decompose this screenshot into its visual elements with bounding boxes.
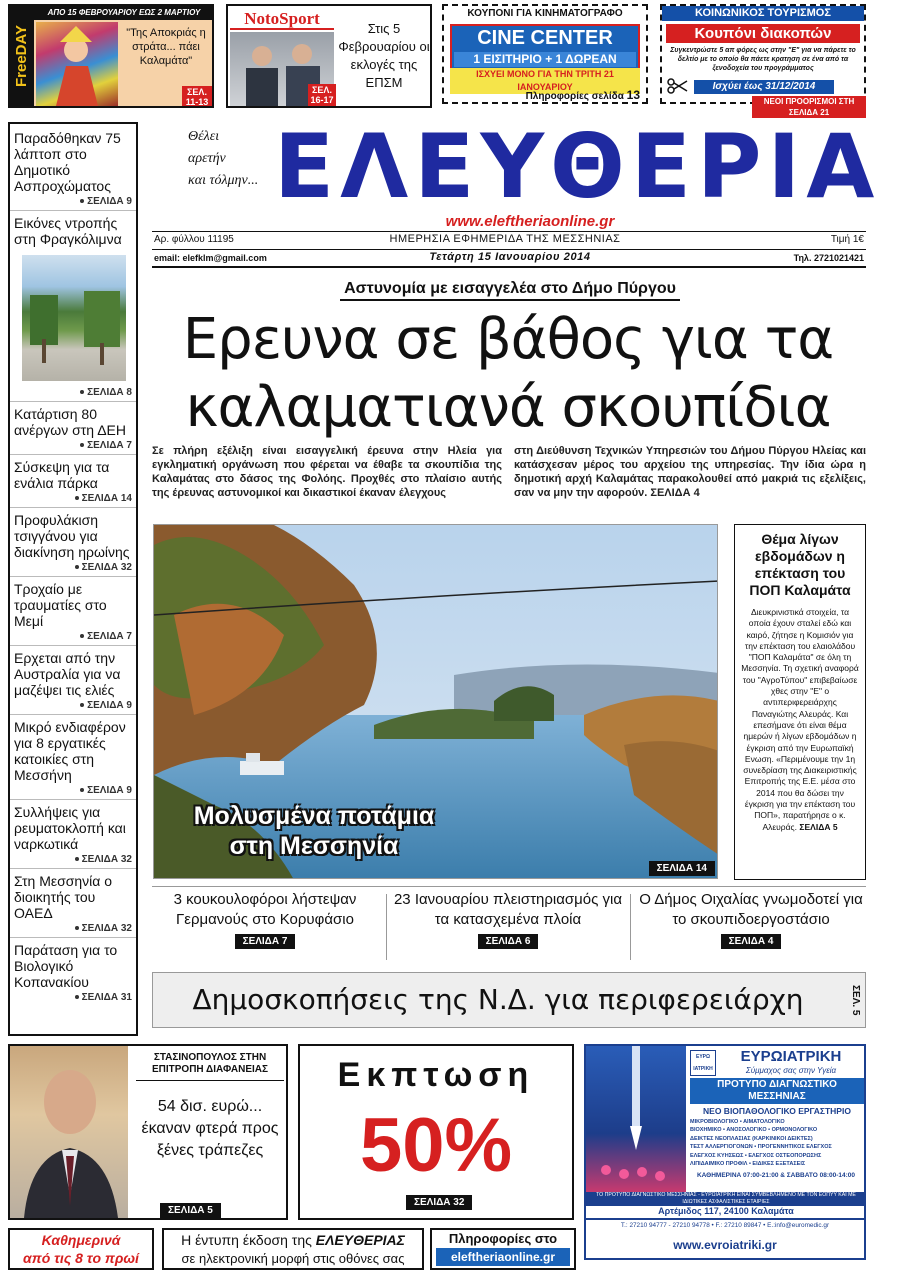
sidebar-item-text: Παραδόθηκαν 75 λάπτοπ στο Δημοτικό Ασπροχώματος (14, 130, 121, 194)
sidebar-item-page (14, 629, 136, 645)
lab-photo (586, 1046, 686, 1192)
masthead-date: Τετάρτη 15 Ιανουαρίου 2014 (429, 251, 591, 263)
photo-page-label: ΣΕΛΙΔΑ 14 (649, 861, 715, 876)
sidebar-item-page (14, 921, 136, 937)
sidebar (8, 122, 138, 1036)
promo-freeday[interactable] (8, 4, 214, 108)
sidebar-item-workers-housing[interactable] (10, 715, 136, 800)
sidebar-item-text: Εικόνες ντροπής στη Φραγκόλιμνα (14, 215, 122, 247)
story-oichalia-page: ΣΕΛΙΔΑ 4 (721, 934, 782, 949)
sidebar-item-memi-accident[interactable] (10, 577, 136, 646)
photo-caption (174, 801, 454, 861)
photo-caption-line-1: Μολυσμένα ποτάμια (193, 802, 435, 830)
sidebar-item-page (14, 560, 136, 576)
services-row: ΒΙΟΧΗΜΙΚΟ • ΑΝΟΣΟΛΟΓΙΚΟ • ΟΡΜΟΝΟΛΟΓΙΚΟ (690, 1127, 818, 1134)
sidebar-item-fragkolimna[interactable] (10, 211, 136, 402)
euroiatriki-center-line-2: ΜΕΣΣΗΝΙΑΣ (748, 1091, 806, 1102)
sidebar-item-page-label: ΣΕΛΙΔΑ 31 (81, 992, 132, 1003)
cinema-info-label: Πληροφορίες σελίδα (525, 91, 624, 102)
sidebar-item-page-label: ΣΕΛΙΔΑ 7 (87, 631, 132, 642)
lead-body-right-text: στη Διεύθυνση Τεχνικών Υπηρεσιών του Δήμου Πύργου Ηλείας και κατάσχεσαν μέρος του αρχείου της υπηρεσίας. Την ίδια ώρα η δημοτική αρχή Καλαμάτας παρακολουθεί από μακριά τις εξελίξεις, σαν να μην την αφορούν. (514, 445, 866, 499)
masthead-subtitle: ΗΜΕΡΗΣΙΑ ΕΦΗΜΕΡΙΔΑ ΤΗΣ ΜΕΣΣΗΝΙΑΣ (389, 233, 621, 245)
sidebar-item-dei-training[interactable] (10, 402, 136, 455)
sidebar-item-page (14, 990, 136, 1006)
service-item: ΑΝΟΣΟΛΟΓΙΚΟ (726, 1127, 767, 1134)
sidebar-item-text: Ερχεται από την Αυστραλία για να μαζέψει τις ελιές (14, 650, 121, 698)
carnival-figure-icon (36, 22, 118, 106)
sidebar-item-page (14, 438, 136, 454)
lead-kicker (320, 280, 700, 298)
masthead-rule-bottom (152, 266, 866, 268)
carnival-photo (36, 22, 118, 106)
cinema-info-page: 13 (626, 88, 640, 102)
sidebar-item-text: Στη Μεσσηνία ο διοικητής του ΟΑΕΔ (14, 873, 113, 921)
river-photo[interactable] (153, 524, 718, 879)
footer-print-text: Η έντυπη έκδοση της (181, 1232, 312, 1248)
discount-page-tag (406, 1192, 472, 1210)
masthead-title: ΕΛΕΥΘΕΡΙΑ (274, 115, 881, 218)
bullet-icon (80, 703, 84, 707)
euroiatriki-ad[interactable] (584, 1044, 866, 1220)
sidebar-item-page-label: ΣΕΛΙΔΑ 14 (81, 493, 132, 504)
pop-story-page: ΣΕΛΙΔΑ 5 (799, 821, 838, 832)
services-row: ΤΕΣΤ ΑΛΛΕΡΓΙΟΓΟΝΩΝ • ΠΡΟΓΕΝΝΗΤΙΚΟΣ ΕΛΕΓΧΟΣ (690, 1144, 832, 1151)
portrait-icon (10, 1046, 128, 1218)
sidebar-item-text: Παράταση για το Βιολογικό Κοπανακίου (14, 942, 118, 990)
service-item: ΟΡΜΟΝΟΛΟΓΙΚΟ (771, 1127, 818, 1134)
service-item: ΠΡΟΓΕΝΝΗΤΙΚΟΣ ΕΛΕΓΧΟΣ (757, 1144, 832, 1151)
service-item: ΕΛΕΓΧΟΣ ΚΥΗΣΕΩΣ (690, 1152, 744, 1159)
poll-page: ΣΕΛ. 5 (850, 984, 861, 1016)
services-row: ΛΙΠΙΔΑΙΜΙΚΟ ΠΡΟΦΙΛ • ΕΙΔΙΚΕΣ ΕΞΕΤΑΣΕΙΣ (690, 1161, 806, 1168)
sidebar-item-laptops[interactable] (10, 124, 136, 211)
bullet-icon (80, 199, 84, 203)
bullet-icon (80, 390, 84, 394)
sidebar-item-text: Μικρό ενδιαφέρον για 8 εργατικές κατοικίες στη Μεσσήνη (14, 719, 126, 783)
service-item: ΑΙΜΑΤΟΛΟΓΙΚΟ (743, 1119, 785, 1125)
pop-story-headline: Θέμα λίγων εβδομάδων η επέκταση του ΠΟΠ Καλαμάτα (749, 531, 851, 598)
services-row (690, 1135, 866, 1143)
tourism-header: ΚΟΙΝΩΝΙΚΟΣ ΤΟΥΡΙΣΜΟΣ (662, 6, 864, 21)
euroiatriki-contract: ΤΟ ΠΡΟΤΥΠΟ ΔΙΑΓΝΩΣΤΙΚΟ ΜΕΣΣΗΝΙΑΣ - ΕΥΡΩΙΑΤΡΙΚΗ ΕΙΝΑΙ ΣΥΜΒΕΒΛΗΜΕΝΟ ΜΕ ΤΟΝ ΕΟΠΥΥ ΚΑΙ ΜΕ ΙΔΙΩΤΙΚΕΣ ΑΣΦΑΛΙΣΤΙΚΕΣ ΕΤΑΙΡΙΕΣ (586, 1192, 866, 1206)
masthead-price: Τιμή 1€ (830, 234, 864, 245)
service-item: ΕΙΔΙΚΕΣ ΕΞΕΤΑΣΕΙΣ (752, 1161, 806, 1168)
sidebar-item-page (14, 385, 136, 401)
euroiatriki-name: ΕΥΡΩΙΑΤΡΙΚΗ (740, 1048, 842, 1065)
masthead-issue: Αρ. φύλλου 11195 (154, 234, 234, 245)
service-item: ΛΙΠΙΔΑΙΜΙΚΟ ΠΡΟΦΙΛ (690, 1161, 748, 1168)
sidebar-item-text: Τροχαίο με τραυματίες στο Μεμί (14, 581, 107, 629)
tourism-body: Συγκεντρώστε 5 απ φόρες ως στην "Ε" για να πάρετε το δελτίο με το οποίο θα πάετε κρατηση σε ένα από τα ξενοδοχεία του προγράμματος (670, 47, 856, 72)
sidebar-item-page-label: ΣΕΛΙΔΑ 7 (87, 440, 132, 451)
promo-notosport[interactable] (226, 4, 432, 108)
story-auction-page: ΣΕΛΙΔΑ 6 (478, 934, 539, 949)
freeday-quote: "Της Αποκριάς η στράτα... πάει Καλαμάτα" (126, 27, 206, 67)
masthead-phone: Τηλ. 2721021421 (793, 253, 864, 263)
freeday-page-badge: ΣΕΛ. 11-13 (182, 86, 212, 108)
discount-ad[interactable] (298, 1044, 574, 1220)
discount-page: ΣΕΛΙΔΑ 32 (406, 1195, 472, 1210)
sidebar-item-text: Σύσκεψη για τα ενάλια πάρκα (14, 459, 110, 491)
euroiatriki-slogan: Σύμμαχος σας στην Υγεία (745, 1066, 837, 1075)
three-stories-divider-1 (386, 894, 387, 960)
poll-headline: Δημοσκοπήσεις της Ν.Δ. για περιφερειάρχη (192, 983, 804, 1016)
euroiatriki-address: Αρτέμιδος 117, 24100 Καλαμάτα (658, 1206, 794, 1216)
photo-caption-line-2: στη Μεσσηνία (229, 832, 399, 860)
cinema-validity: ΙΣΧΥΕΙ ΜΟΝΟ ΓΙΑ ΤΗΝ ΤΡΙΤΗ 21 ΙΑΝΟΥΑΡΙΟΥ (450, 68, 640, 94)
sidebar-item-marine-parks[interactable] (10, 455, 136, 508)
masthead-email[interactable]: email: elefklm@gmail.com (154, 253, 267, 263)
cinema-offer: 1 ΕΙΣΙΤΗΡΙΟ + 1 ΔΩΡΕΑΝ (454, 52, 636, 67)
bullet-icon (75, 995, 79, 999)
stasinopoulos-photo (10, 1046, 128, 1218)
euroiatriki-services (690, 1118, 866, 1168)
three-stories-rule-top (152, 886, 866, 887)
sidebar-item-heroin-arrest[interactable] (10, 508, 136, 577)
masthead-motto (188, 126, 258, 192)
photo-page-tag[interactable] (649, 858, 715, 876)
freeday-dates: ΑΠΟ 15 ΦΕΒΡΟΥΑΡΙΟΥ ΕΩΣ 2 ΜΑΡΤΙΟΥ (34, 6, 214, 20)
notosport-text: Στις 5 Φεβρουαρίου οι εκλογές της ΕΠΣΜ (338, 21, 430, 90)
promo-cinema-coupon[interactable] (442, 4, 648, 104)
sidebar-item-page (14, 194, 136, 210)
stasinopoulos-page-tag (160, 1200, 221, 1218)
sidebar-item-page (14, 852, 136, 868)
tourism-title: Κουπόνι διακοπών (666, 24, 860, 43)
sidebar-item-page (14, 783, 136, 799)
bullet-icon (75, 926, 79, 930)
fragkolimna-photo (22, 255, 126, 381)
service-item: ΒΙΟΧΗΜΙΚΟ (690, 1127, 722, 1134)
masthead-rule-mid (152, 249, 866, 250)
bullet-icon (75, 565, 79, 569)
cinema-info (526, 88, 640, 102)
bullet-icon (80, 634, 84, 638)
notosport-page-badge: ΣΕΛ. 16-17 (308, 84, 336, 106)
story-koryfasio-headline: 3 κουκουλοφόροι λήστεψαν Γερμανούς στο Κορυφάσιο (173, 891, 357, 928)
sidebar-item-page-label: ΣΕΛΙΔΑ 9 (87, 196, 132, 207)
poll-banner[interactable] (152, 972, 866, 1028)
stasinopoulos-box[interactable] (8, 1044, 288, 1220)
service-item: ΜΙΚΡΟΒΙΟΛΟΓΙΚΟ (690, 1119, 739, 1125)
services-row: ΕΛΕΓΧΟΣ ΚΥΗΣΕΩΣ • ΕΛΕΓΧΟΣ ΟΣΤΕΟΠΟΡΩΣΗΣ (690, 1152, 822, 1159)
motto-line-3: και τόλμην... (188, 173, 259, 188)
tourism-note: ΝΕΟΙ ΠΡΟΟΡΙΣΜΟΙ ΣΤΗ ΣΕΛΙΔΑ 21 (752, 96, 866, 118)
sidebar-item-page-label: ΣΕΛΙΔΑ 9 (87, 785, 132, 796)
footer-info-label: Πληροφορίες στο (448, 1231, 558, 1246)
lead-headline-line-1: Ερευνα σε βάθος για τα (182, 307, 834, 372)
sidebar-item-oaed-director[interactable] (10, 869, 136, 938)
services-row: ΜΙΚΡΟΒΙΟΛΟΓΙΚΟ • ΑΙΜΑΤΟΛΟΓΙΚΟ (690, 1119, 785, 1125)
euroiatriki-center (690, 1078, 864, 1104)
footer-daily-line-1: Καθημερινά (41, 1232, 121, 1248)
footer-print-line-2: σε ηλεκτρονική μορφή στις οθόνες σας (181, 1251, 405, 1266)
footer-daily-line-2: από τις 8 το πρωί (23, 1250, 139, 1266)
sidebar-item-text: Κατάρτιση 80 ανέργων στη ΔΕΗ (14, 406, 126, 438)
euroiatriki-lab: ΝΕΟ ΒΙΟΠΑΘΟΛΟΓΙΚΟ ΕΡΓΑΣΤΗΡΙΟ (703, 1106, 851, 1116)
footer-print-edition (162, 1228, 424, 1270)
euroiatriki-center-line-1: ΠΡΟΤΥΠΟ ΔΙΑΓΝΩΣΤΙΚΟ (717, 1079, 837, 1090)
scissors-icon (666, 78, 688, 94)
lead-body-right (514, 444, 866, 500)
cinema-header: ΚΟΥΠΟΝΙ ΓΙΑ ΚΙΝΗΜΑΤΟΓΡΑΦΟ (467, 8, 623, 19)
stasinopoulos-header: ΣΤΑΣΙΝΟΠΟΥΛΟΣ ΣΤΗΝ ΕΠΙΤΡΟΠΗ ΔΙΑΦΑΝΕΙΑΣ (136, 1052, 284, 1081)
sidebar-item-text: Συλλήψεις για ρευματοκλοπή και ναρκωτικά (14, 804, 126, 852)
story-oichalia-headline: Ο Δήμος Οιχαλίας γνωμοδοτεί για το σκουπιδοεργοστάσιο (639, 891, 863, 928)
lead-headline-line-2: καλαματιανά σκουπίδια (185, 375, 831, 440)
masthead-rule-top (152, 231, 866, 232)
footer-print-line-1 (164, 1231, 422, 1250)
pop-story-body-text: Διευκρινιστικά στοιχεία, τα οποία έχουν σταλεί εδώ και καιρό, ζήτησε η Κομισιόν για την επέκταση του ελαιολάδου "ΠΟΠ Καλαμάτα" σε όλη τη Μεσσηνία. Τη σχετική αναφορά του "ΑγροΤύπου" επιβεβαίωσε χθες στην "Ε" ο αντιπεριφερειάρχης Παναγιώτης Αλευράς. Και επεσήμανε ότι είναι θέμα ημερών ή λίγων εβδομάδων η έγκριση από την Ευρωπαϊκή Ενωση. «Περιμένουμε την 1η συνεδρίαση της Διακειριστικής Επιτροπής της Ε.Ε. μέσα στο 2014 που θα δώσει την έγκριση για την επέκταση του ΠΟΠ», παρατήρησε ο κ. Αλευράς. (741, 607, 859, 832)
lead-headline[interactable] (150, 306, 866, 442)
pop-story-body (741, 607, 859, 833)
sidebar-item-australia-olives[interactable] (10, 646, 136, 715)
story-auction[interactable] (392, 890, 624, 966)
story-koryfasio[interactable] (152, 890, 378, 966)
footer-print-name: ΕΛΕΥΘΕΡΙΑΣ (315, 1232, 405, 1248)
sidebar-item-page (14, 698, 136, 714)
bullet-icon (80, 788, 84, 792)
cinema-name: CINE CENTER (477, 27, 613, 49)
story-koryfasio-page: ΣΕΛΙΔΑ 7 (235, 934, 296, 949)
story-auction-headline: 23 Ιανουαρίου πλειστηριασμός για τα κατασχεμένα πλοία (393, 891, 623, 928)
bullet-icon (75, 496, 79, 500)
euroiatriki-logo: ΕΥΡΩ ΙΑΤΡΙΚΗ (690, 1050, 716, 1076)
euroiatriki-footer[interactable] (584, 1220, 866, 1260)
masthead-website[interactable]: www.eleftheriaonline.gr (445, 213, 615, 230)
service-item: ΔΕΙΚΤΕΣ ΝΕΟΠΛΑΣΙΑΣ (ΚΑΡΚΙΝΙΚΟΙ ΔΕΙΚΤΕΣ) (690, 1135, 813, 1142)
motto-line-2: αρετήν (188, 151, 226, 166)
lead-body-left: Σε πλήρη εξέλιξη είναι εισαγγελική έρευνα στην Ηλεία για εγκληματική οργάνωση που φέρεται να έθαβε τα σκουπίδια της Καλαμάτας στο δάσος της Φολόης. Προχθές στο πλαίσιο αυτής της έρευνας αστυνομικοί και δικαστικοί έκαναν έλεγχους (152, 445, 502, 499)
sidebar-item-page-label: ΣΕΛΙΔΑ 9 (87, 700, 132, 711)
motto-line-1: Θέλει (188, 129, 220, 144)
discount-value: 50% (359, 1103, 513, 1188)
story-oichalia[interactable] (636, 890, 866, 966)
pop-story[interactable] (734, 524, 866, 880)
sidebar-item-page-label: ΣΕΛΙΔΑ 32 (81, 562, 132, 573)
sidebar-item-text: Προφυλάκιση τσιγγάνου για διακίνηση ηρωίνης (14, 512, 130, 560)
park-scene-icon (22, 255, 126, 381)
discount-word: Εκπτωση (337, 1056, 535, 1094)
pipette-icon (586, 1046, 686, 1192)
bullet-icon (75, 857, 79, 861)
promo-tourism-coupon[interactable] (660, 4, 866, 104)
sidebar-item-power-theft[interactable] (10, 800, 136, 869)
sidebar-item-page-label: ΣΕΛΙΔΑ 32 (81, 923, 132, 934)
sidebar-item-page-label: ΣΕΛΙΔΑ 32 (81, 854, 132, 865)
sidebar-item-biological-extension[interactable] (10, 938, 136, 1006)
sidebar-item-page-label: ΣΕΛΙΔΑ 8 (87, 387, 132, 398)
footer-info-url[interactable]: eleftheriaonline.gr (436, 1248, 570, 1266)
notosport-brand: NotoSport (230, 8, 334, 30)
stasinopoulos-page: ΣΕΛΙΔΑ 5 (160, 1203, 221, 1218)
service-item: ΕΛΕΓΧΟΣ ΟΣΤΕΟΠΟΡΩΣΗΣ (748, 1152, 822, 1159)
three-stories-divider-2 (630, 894, 631, 960)
bullet-icon (80, 443, 84, 447)
lead-kicker-text: Αστυνομία με εισαγγελέα στο Δήμο Πύργου (340, 280, 680, 301)
service-item: ΤΕΣΤ ΑΛΛΕΡΓΙΟΓΟΝΩΝ (690, 1144, 753, 1151)
lead-page[interactable]: ΣΕΛΙΔΑ 4 (650, 487, 700, 499)
stasinopoulos-quote: 54 δισ. ευρώ... έκαναν φτερά προς ξένες τράπεζες (141, 1098, 279, 1159)
footer-info[interactable] (430, 1228, 576, 1270)
euroiatriki-website[interactable]: www.evroiatriki.gr (673, 1238, 777, 1252)
sidebar-item-page (14, 491, 136, 507)
tourism-validity: Ισχύει έως 31/12/2014 (694, 80, 834, 94)
euroiatriki-contacts: Τ.: 27210 94777 - 27210 94778 • F.: 27210 89847 • E.:info@euromedic.gr (620, 1222, 830, 1229)
euroiatriki-hours: ΚΑΘΗΜΕΡΙΝΑ 07:00-21:00 & ΣΑΒΒΑΤΟ 08:00-14:00 (696, 1172, 856, 1179)
footer-daily (8, 1228, 154, 1270)
freeday-side-label: FreeDAY (10, 6, 34, 106)
